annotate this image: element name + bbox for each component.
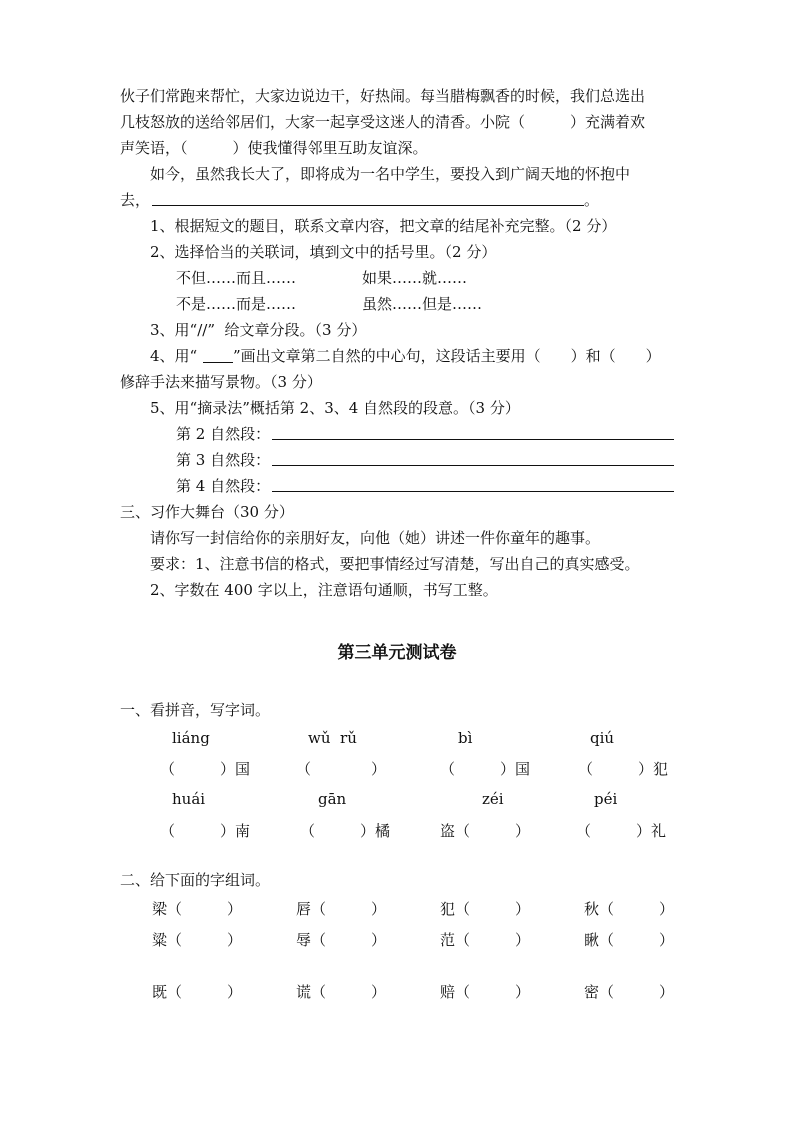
q2-option-1: 不但……而且…… [176, 269, 297, 287]
group-word-qiu[interactable]: 秋（ ） [584, 900, 675, 918]
pinyin-gan: gān [318, 790, 347, 808]
unit-3-title: 第三单元测试卷 [337, 643, 457, 663]
word-blank-5[interactable]: （ ）南 [160, 822, 251, 840]
composition-prompt: 请你写一封信给你的亲朋好友，向他（她）讲述一件你童年的趣事。 [150, 529, 601, 547]
q5-para-3-answer-line[interactable] [272, 465, 674, 466]
q5-para-3-label: 第 3 自然段： [176, 451, 271, 469]
question-4-rest: ”画出文章第二自然的中心句，这段话主要用（ ）和（ ） [233, 347, 661, 365]
composition-requirement-2: 2、字数在 400 字以上，注意语句通顺，书写工整。 [150, 581, 498, 599]
pinyin-pei: péi [594, 790, 618, 808]
question-2: 2、选择恰当的关联词，填到文中的括号里。（2 分） [150, 243, 497, 261]
passage-line-4: 如今，虽然我长大了，即将成为一名中学生，要投入到广阔天地的怀抱中 [150, 165, 631, 183]
word-blank-6[interactable]: （ ）橘 [300, 822, 391, 840]
group-word-fan[interactable]: 犯（ ） [440, 900, 531, 918]
pinyin-qiu: qiú [590, 729, 615, 747]
q4-underline-sample [203, 362, 233, 363]
q5-para-4-label: 第 4 自然段： [176, 477, 271, 495]
group-word-ru[interactable]: 辱（ ） [296, 931, 387, 949]
ending-answer-line[interactable] [152, 205, 584, 206]
passage-line-5-end: 。 [584, 191, 600, 209]
group-word-chun[interactable]: 唇（ ） [296, 900, 387, 918]
q5-para-2-answer-line[interactable] [272, 439, 674, 440]
word-blank-2[interactable]: （ ） [296, 760, 387, 778]
question-1: 1、根据短文的题目，联系文章内容，把文章的结尾补充完整。（2 分） [150, 217, 617, 235]
group-word-huang[interactable]: 谎（ ） [296, 983, 387, 1001]
q2-option-2: 如果……就…… [362, 269, 468, 287]
question-4-cont: 修辞手法来描写景物。（3 分） [120, 373, 322, 391]
pinyin-liang: liáng [172, 729, 210, 747]
question-3: 3、用“//” 给文章分段。（3 分） [150, 321, 367, 339]
q5-para-2-label: 第 2 自然段： [176, 425, 271, 443]
pinyin-zei: zéi [482, 790, 504, 808]
q2-option-4: 虽然……但是…… [362, 295, 483, 313]
passage-line-1: 伙子们常跑来帮忙，大家边说边干，好热闹。每当腊梅飘香的时候，我们总选出 [120, 87, 646, 105]
pinyin-wuru: wǔ rǔ [308, 729, 357, 747]
passage-line-3: 声笑语，（ ）使我懂得邻里互助友谊深。 [120, 139, 428, 157]
word-blank-3[interactable]: （ ）国 [440, 760, 531, 778]
word-blank-8[interactable]: （ ）礼 [576, 822, 667, 840]
group-word-chou[interactable]: 瞅（ ） [584, 931, 675, 949]
group-word-liang[interactable]: 梁（ ） [152, 900, 243, 918]
group-word-ji[interactable]: 既（ ） [152, 983, 243, 1001]
q2-option-3: 不是……而是…… [176, 295, 297, 313]
passage-line-2: 几枝怒放的送给邻居们，大家一起享受这迷人的清香。小院（ ）充满着欢 [120, 113, 646, 131]
question-4-start: 4、用“ [150, 347, 198, 365]
composition-requirement-1: 要求：1、注意书信的格式，要把事情经过写清楚，写出自己的真实感受。 [150, 555, 640, 573]
section-2-heading: 二、给下面的字组词。 [120, 871, 271, 889]
composition-heading: 三、习作大舞台（30 分） [120, 503, 294, 521]
passage-line-5: 去， [120, 191, 151, 209]
section-1-heading: 一、看拼音，写字词。 [120, 701, 271, 719]
group-word-liang2[interactable]: 粱（ ） [152, 931, 243, 949]
pinyin-huai: huái [172, 790, 206, 808]
question-5: 5、用“摘录法”概括第 2、3、4 自然段的段意。（3 分） [150, 399, 520, 417]
word-blank-4[interactable]: （ ）犯 [578, 760, 669, 778]
q5-para-4-answer-line[interactable] [272, 491, 674, 492]
group-word-fan2[interactable]: 范（ ） [440, 931, 531, 949]
group-word-mi[interactable]: 密（ ） [584, 983, 675, 1001]
word-blank-1[interactable]: （ ）国 [160, 760, 251, 778]
group-word-pei[interactable]: 赔（ ） [440, 983, 531, 1001]
word-blank-7[interactable]: 盗（ ） [440, 822, 531, 840]
pinyin-bi: bì [458, 729, 473, 747]
